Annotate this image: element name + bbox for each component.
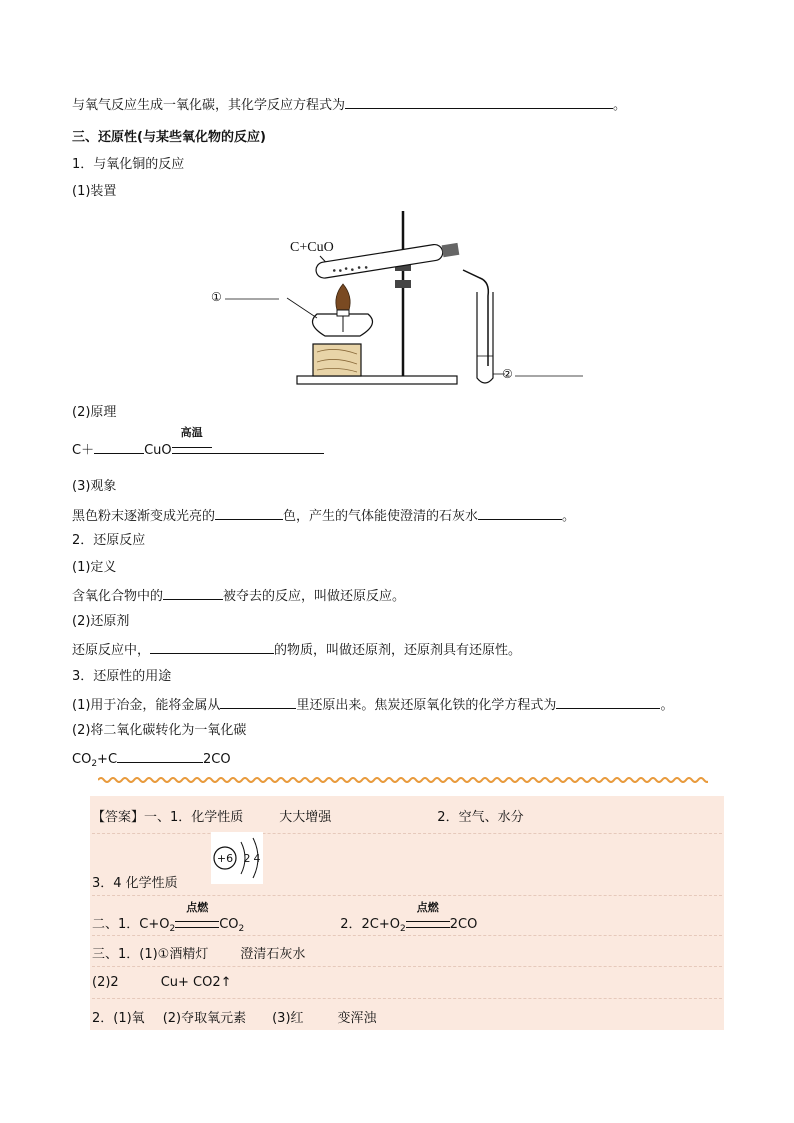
stand-base: [297, 376, 457, 384]
principle-cuo: CuO: [144, 443, 172, 458]
item2-heading: 2．还原反应: [72, 533, 146, 548]
intro-blank[interactable]: [345, 95, 613, 109]
use1-line: (1)用于冶金，能将金属从 里还原出来。焦炭还原氧化铁的化学方程式为 。: [72, 695, 673, 715]
apparatus-label: (1)装置: [72, 184, 117, 199]
principle-c: C＋: [72, 443, 95, 458]
observe-color-blank[interactable]: [215, 506, 283, 520]
observe-label: (3)观象: [72, 479, 117, 494]
test-tube: [315, 243, 444, 279]
item3-heading: 3．还原性的用途: [72, 669, 172, 684]
answer-row-6: 2．(1)氧 (2)夺取氧元素 (3)红 变浑浊: [92, 1011, 377, 1026]
answer-row-4: 三、1．(1)①酒精灯 澄清石灰水: [92, 947, 306, 962]
figure-top-label: C+CuO: [290, 240, 334, 255]
intro-end: 。: [613, 98, 627, 113]
item1-heading: 1．与氧化铜的反应: [72, 157, 185, 172]
flame: [336, 284, 350, 313]
clamp-lower: [395, 280, 411, 288]
delivery-tube: [463, 270, 488, 366]
reducer-label: (2)还原剂: [72, 614, 130, 629]
wavy-divider: [98, 776, 708, 784]
use1-equation-blank[interactable]: [556, 695, 660, 709]
principle-products-blank[interactable]: [212, 440, 324, 454]
def-line: 含氧化合物中的 被夺去的反应，叫做还原反应。: [72, 586, 405, 606]
principle-condition: 高温: [172, 442, 212, 460]
answer-condition-2: 点燃: [406, 917, 450, 932]
use1-ore-blank[interactable]: [220, 695, 296, 709]
observe-limewater-blank[interactable]: [478, 506, 562, 520]
atom-shell-2: 4: [253, 852, 261, 865]
figure-label-2: ②: [502, 367, 513, 381]
principle-equation: [72, 426, 324, 460]
reducer-line: 还原反应中， 的物质，叫做还原剂，还原剂具有还原性。: [72, 640, 521, 660]
carbon-atom-diagram: [211, 832, 263, 884]
observe-line: 黑色粉末逐渐变成光亮的 色，产生的气体能使澄清的石灰水 。: [72, 506, 575, 526]
stopper: [442, 243, 460, 257]
answer-condition-1: 点燃: [175, 917, 219, 932]
def-label: (1)定义: [72, 560, 117, 575]
reducer-blank[interactable]: [150, 640, 274, 654]
atom-shell-1: 2: [243, 852, 251, 865]
receiving-tube: [477, 292, 493, 383]
figure-label-1: ①: [211, 290, 222, 304]
def-blank[interactable]: [163, 586, 223, 600]
answer-row-5: (2)2 Cu+ CO2↑: [92, 975, 232, 990]
principle-coeff-blank[interactable]: [94, 440, 144, 454]
apparatus-figure: [205, 206, 585, 391]
answer-row-2: 3．4 化学性质: [92, 876, 178, 891]
co2-equation: $CO_2+C$ 2CO: [72, 749, 231, 773]
use2-line: (2)将二氧化碳转化为一氧化碳: [72, 723, 247, 738]
answer-row-3: 二、1．$C+O_2$ 点燃 $CO_2$ 2．$2C+O_2$ 点燃 2CO: [92, 901, 478, 934]
intro-line: [72, 95, 626, 115]
answer-row-1: 【答案】一、1．化学性质 大大增强 2．空气、水分: [92, 810, 524, 825]
section3-title: 三、还原性(与某些氧化物的反应): [72, 130, 266, 145]
principle-label: (2)原理: [72, 405, 117, 420]
co2-condition-blank[interactable]: [117, 749, 203, 763]
intro-text: 与氧气反应生成一氧化碳，其化学反应方程式为: [72, 98, 346, 113]
atom-nucleus: +6: [216, 852, 234, 865]
